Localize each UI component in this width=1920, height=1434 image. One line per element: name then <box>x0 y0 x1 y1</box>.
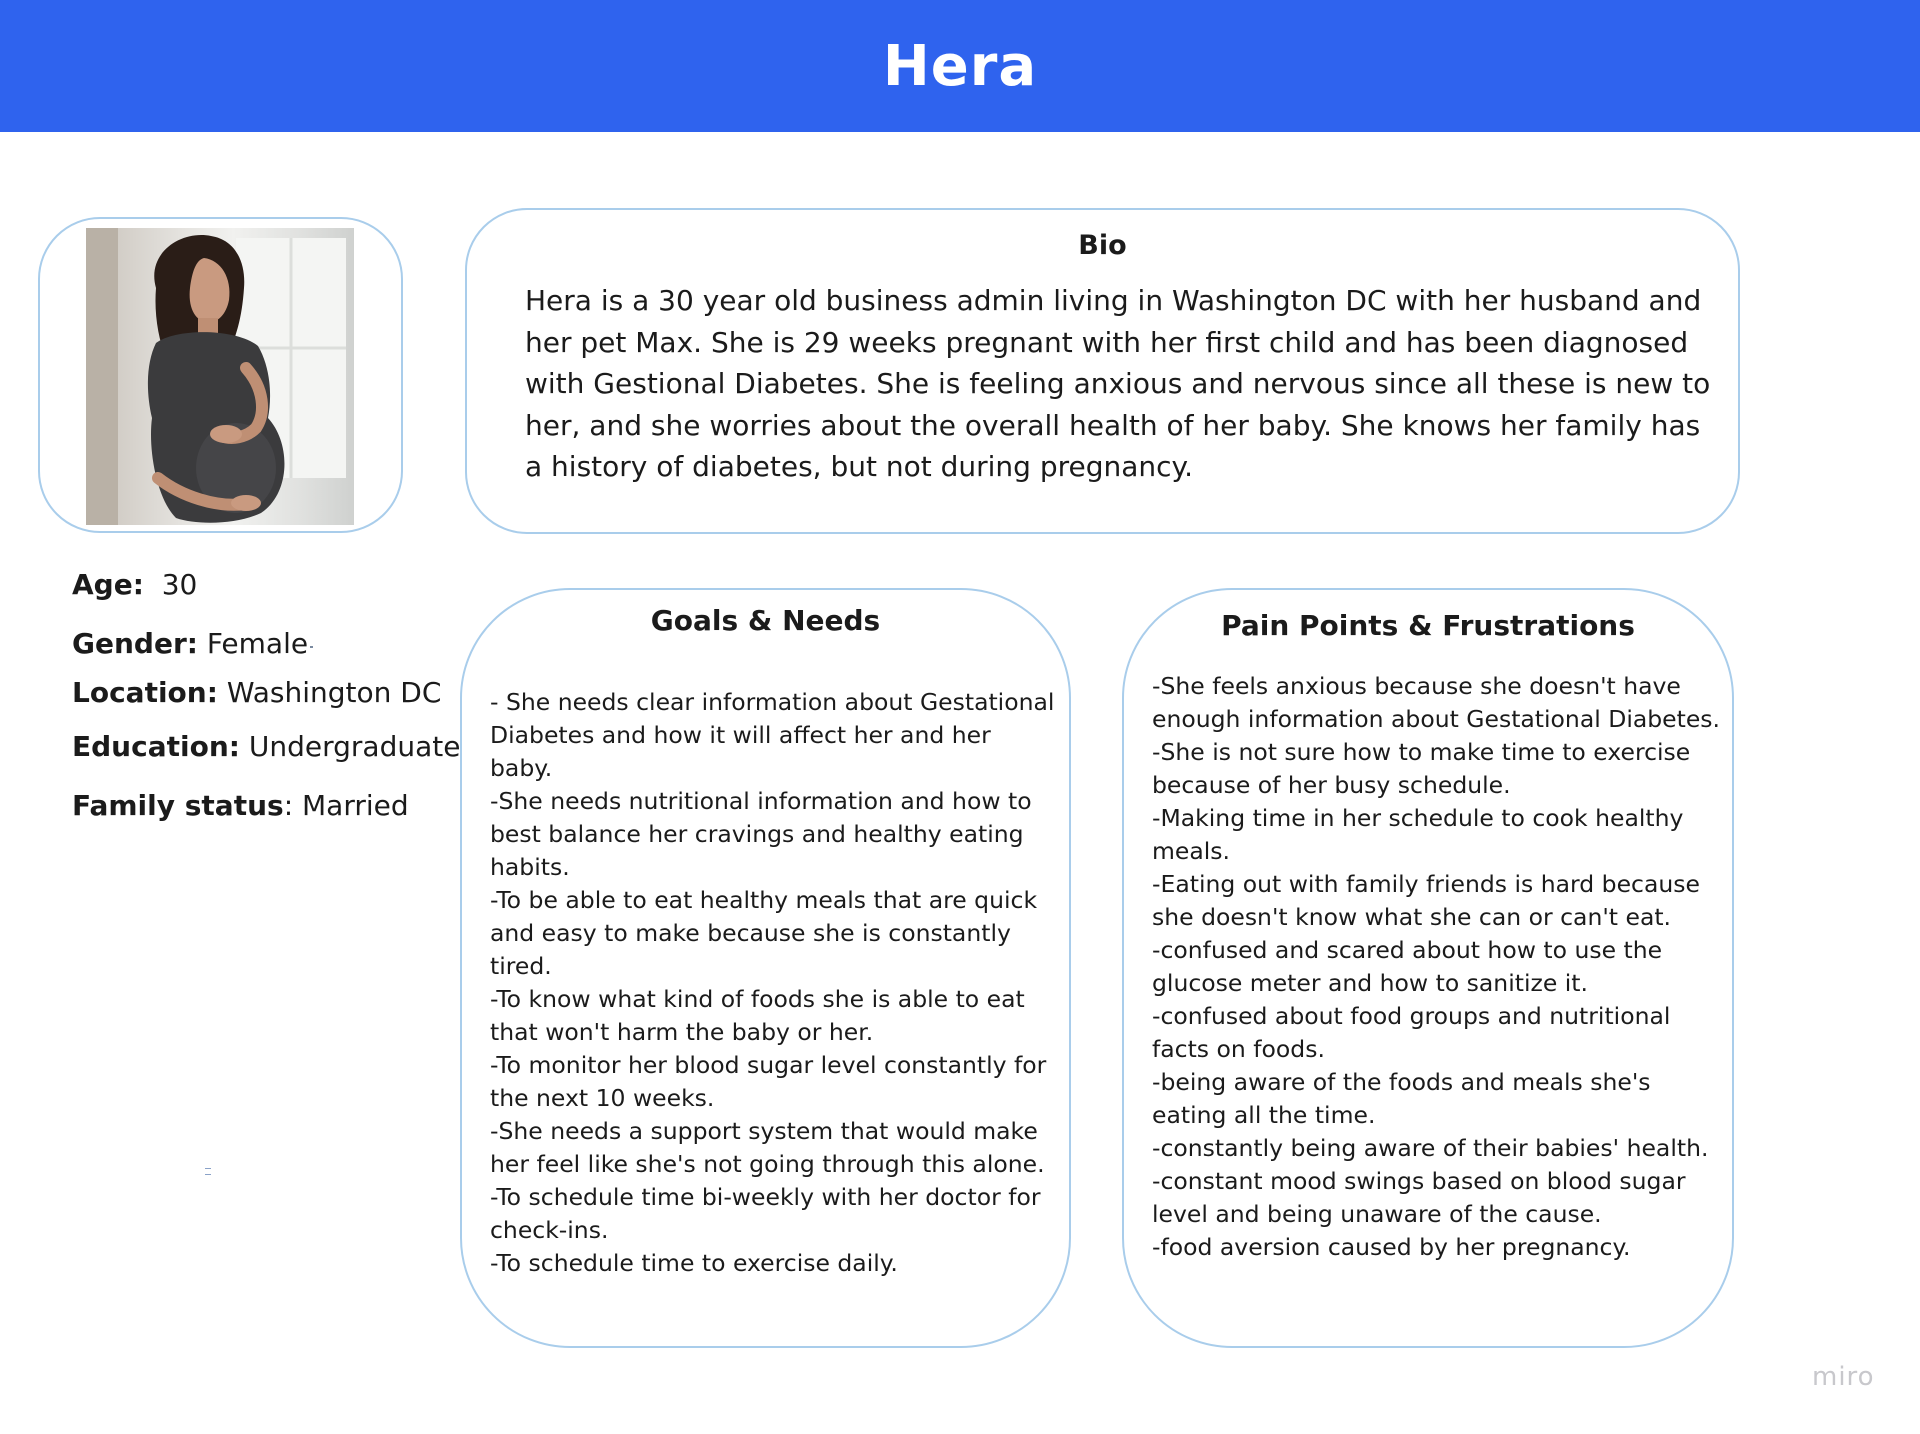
list-item: -food aversion caused by her pregnancy. <box>1152 1233 1631 1261</box>
demographic-family-status <box>72 789 409 822</box>
pain-points-list <box>1152 670 1722 1264</box>
goals-needs-heading: Goals & Needs <box>650 604 881 637</box>
list-item: -constant mood swings based on blood sugar level and being unaware of the cause. <box>1152 1167 1686 1228</box>
bio-heading: Bio <box>1078 230 1127 261</box>
list-item: -She needs nutritional information and how to best balance her cravings and healthy eating habits. <box>490 787 1032 881</box>
list-item: -constantly being aware of their babies' health. <box>1152 1134 1709 1162</box>
miro-watermark: miro <box>1812 1362 1875 1392</box>
demographic-education <box>72 730 460 763</box>
location-value: Washington DC <box>226 676 442 709</box>
gender-label: Gender: <box>72 627 198 660</box>
list-item: -To know what kind of foods she is able to eat that won't harm the baby or her. <box>490 985 1025 1046</box>
pregnant-woman-photo <box>86 228 354 525</box>
education-value: Undergraduate <box>248 730 461 763</box>
list-item: -To schedule time bi-weekly with her doctor for check-ins. <box>490 1183 1041 1244</box>
pain-points-card <box>1122 588 1734 1348</box>
list-item: -She needs a support system that would make her feel like she's not going through this alone. <box>490 1117 1045 1178</box>
education-label: Education: <box>72 730 240 763</box>
demographic-location <box>72 676 441 709</box>
list-item: -being aware of the foods and meals she's eating all the time. <box>1152 1068 1651 1129</box>
location-label: Location: <box>72 676 218 709</box>
goals-needs-list <box>490 686 1055 1280</box>
list-item: -Eating out with family friends is hard because she doesn't know what she can or can't eat. <box>1152 870 1700 931</box>
demographic-gender <box>72 627 308 660</box>
list-item: - She needs clear information about Gestational Diabetes and how it will affect her and her baby. <box>490 688 1055 782</box>
age-label: Age: <box>72 568 144 601</box>
age-value: 30 <box>161 568 198 601</box>
stray-dot <box>310 646 313 648</box>
gender-value: Female <box>206 627 309 660</box>
list-item: -confused about food groups and nutritional facts on foods. <box>1152 1002 1671 1063</box>
list-item: -To be able to eat healthy meals that are quick and easy to make because she is constantly tired. <box>490 886 1038 980</box>
list-item: -confused and scared about how to use the glucose meter and how to sanitize it. <box>1152 936 1663 997</box>
persona-name-title: Hera <box>882 33 1038 99</box>
pain-points-heading: Pain Points & Frustrations <box>1221 609 1635 642</box>
goals-needs-card <box>460 588 1071 1348</box>
list-item: -She feels anxious because she doesn't have enough information about Gestational Diabetes. <box>1152 672 1721 733</box>
demographic-age <box>72 568 197 601</box>
list-item: -To schedule time to exercise daily. <box>490 1249 898 1277</box>
bio-card <box>465 208 1740 534</box>
bio-text: Hera is a 30 year old business admin living in Washington DC with her husband and her pet Max. She is 29 weeks pregnant with her first child and has been diagnosed with Gestional Diabetes. She is feeling anxious and nervous since all these is new to her, and she worries about the overall health of her baby. She knows her family has a history of diabetes, but not during pregnancy. <box>525 284 1711 483</box>
persona-header <box>0 0 1920 132</box>
family-status-value: : Married <box>283 789 409 822</box>
list-item: -She is not sure how to make time to exercise because of her busy schedule. <box>1152 738 1691 799</box>
list-item: -To monitor her blood sugar level constantly for the next 10 weeks. <box>490 1051 1047 1112</box>
stray-mark <box>205 1168 211 1175</box>
list-item: -Making time in her schedule to cook healthy meals. <box>1152 804 1684 865</box>
persona-photo-card <box>38 217 403 533</box>
family-status-label: Family status <box>72 789 284 822</box>
